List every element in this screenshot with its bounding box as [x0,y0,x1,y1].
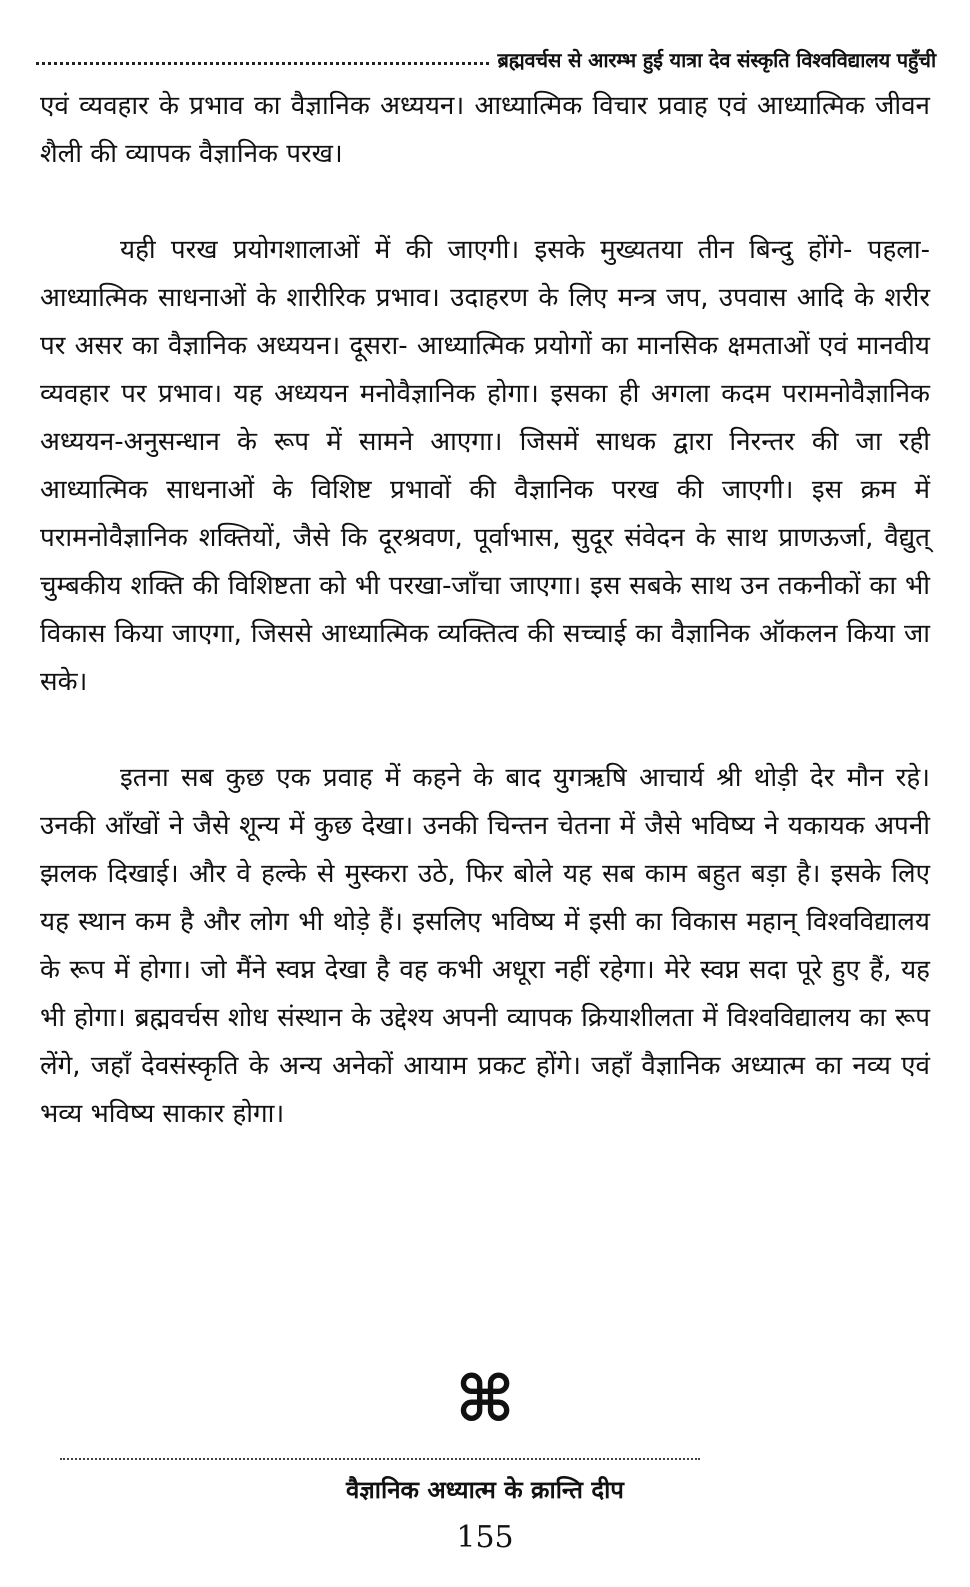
page-number: 155 [456,1520,514,1555]
header-title: ब्रह्मवर्चस से आरम्भ हुई यात्रा देव संस्कृति विश्वविद्यालय पहुँची [497,47,936,72]
running-header [36,42,936,76]
paragraph-lab-testing: यही परख प्रयोगशालाओं में की जाएगी। इसके मुख्यतया तीन बिन्दु होंगे- पहला- आध्यात्मिक साधनाओं के शारीरिक प्रभाव। उदाहरण के लिए मन्त्र जप, उपवास आदि के शरीर पर असर का वैज्ञानिक अध्ययन। दूसरा- आध्यात्मिक प्रयोगों का मानसिक क्षमताओं एवं मानवीय व्यवहार पर प्रभाव। यह अध्ययन मनोवैज्ञानिक होगा। इसका ही अगला कदम परामनोवैज्ञानिक अध्ययन-अनुसन्धान के रूप में सामने आएगा। जिसमें साधक द्वारा निरन्तर की जा रही आध्यात्मिक साधनाओं के विशिष्ट प्रभावों की वैज्ञानिक परख की जाएगी। इस क्रम में परामनोवैज्ञानिक शक्तियों, जैसे कि दूरश्रवण, पूर्वाभास, सुदूर संवेदन के साथ प्राणऊर्जा, वैद्युत् चुम्बकीय शक्ति की विशिष्टता को भी परखा-जाँचा जाएगा। इस सबके साथ उन तकनीकों का भी विकास किया जाएगा, जिससे आध्यात्मिक व्यक्तित्व की सच्चाई का वैज्ञानिक ऑकलन किया जा सके। [40,235,930,697]
paragraph-continued: एवं व्यवहार के प्रभाव का वैज्ञानिक अध्ययन। आध्यात्मिक विचार प्रवाह एवं आध्यात्मिक जीवन शैली की व्यापक वैज्ञानिक परख। [40,91,930,169]
footer-dotted-rule [60,1458,700,1460]
body-text [40,82,930,1186]
paragraph-vision-university: इतना सब कुछ एक प्रवाह में कहने के बाद युगऋषि आचार्य श्री थोड़ी देर मौन रहे। उनकी आँखों ने जैसे शून्य में कुछ देखा। उनकी चिन्तन चेतना में जैसे भविष्य ने यकायक अपनी झलक दिखाई। और वे हल्के से मुस्करा उठे, फिर बोले यह सब काम बहुत बड़ा है। इसके लिए यह स्थान कम है और लोग भी थोड़े हैं। इसलिए भविष्य में इसी का विकास महान् विश्वविद्यालय के रूप में होगा। जो मैंने स्वप्न देखा है वह कभी अधूरा नहीं रहेगा। मेरे स्वप्न सदा पूरे हुए हैं, यह भी होगा। ब्रह्मवर्चस शोध संस्थान के उद्देश्य अपनी व्यापक क्रियाशीलता में विश्वविद्यालय का रूप लेंगे, जहाँ देवसंस्कृति के अन्य अनेकों आयाम प्रकट होंगे। जहाँ वैज्ञानिक अध्यात्म का नव्य एवं भव्य भविष्य साकार होगा। [40,763,930,1129]
header-dotted-leader [36,62,489,65]
command-key-icon: ⌘ [455,1363,515,1437]
footer-book-title: वैज्ञानिक अध्यात्म के क्रान्ति दीप [346,1476,624,1504]
